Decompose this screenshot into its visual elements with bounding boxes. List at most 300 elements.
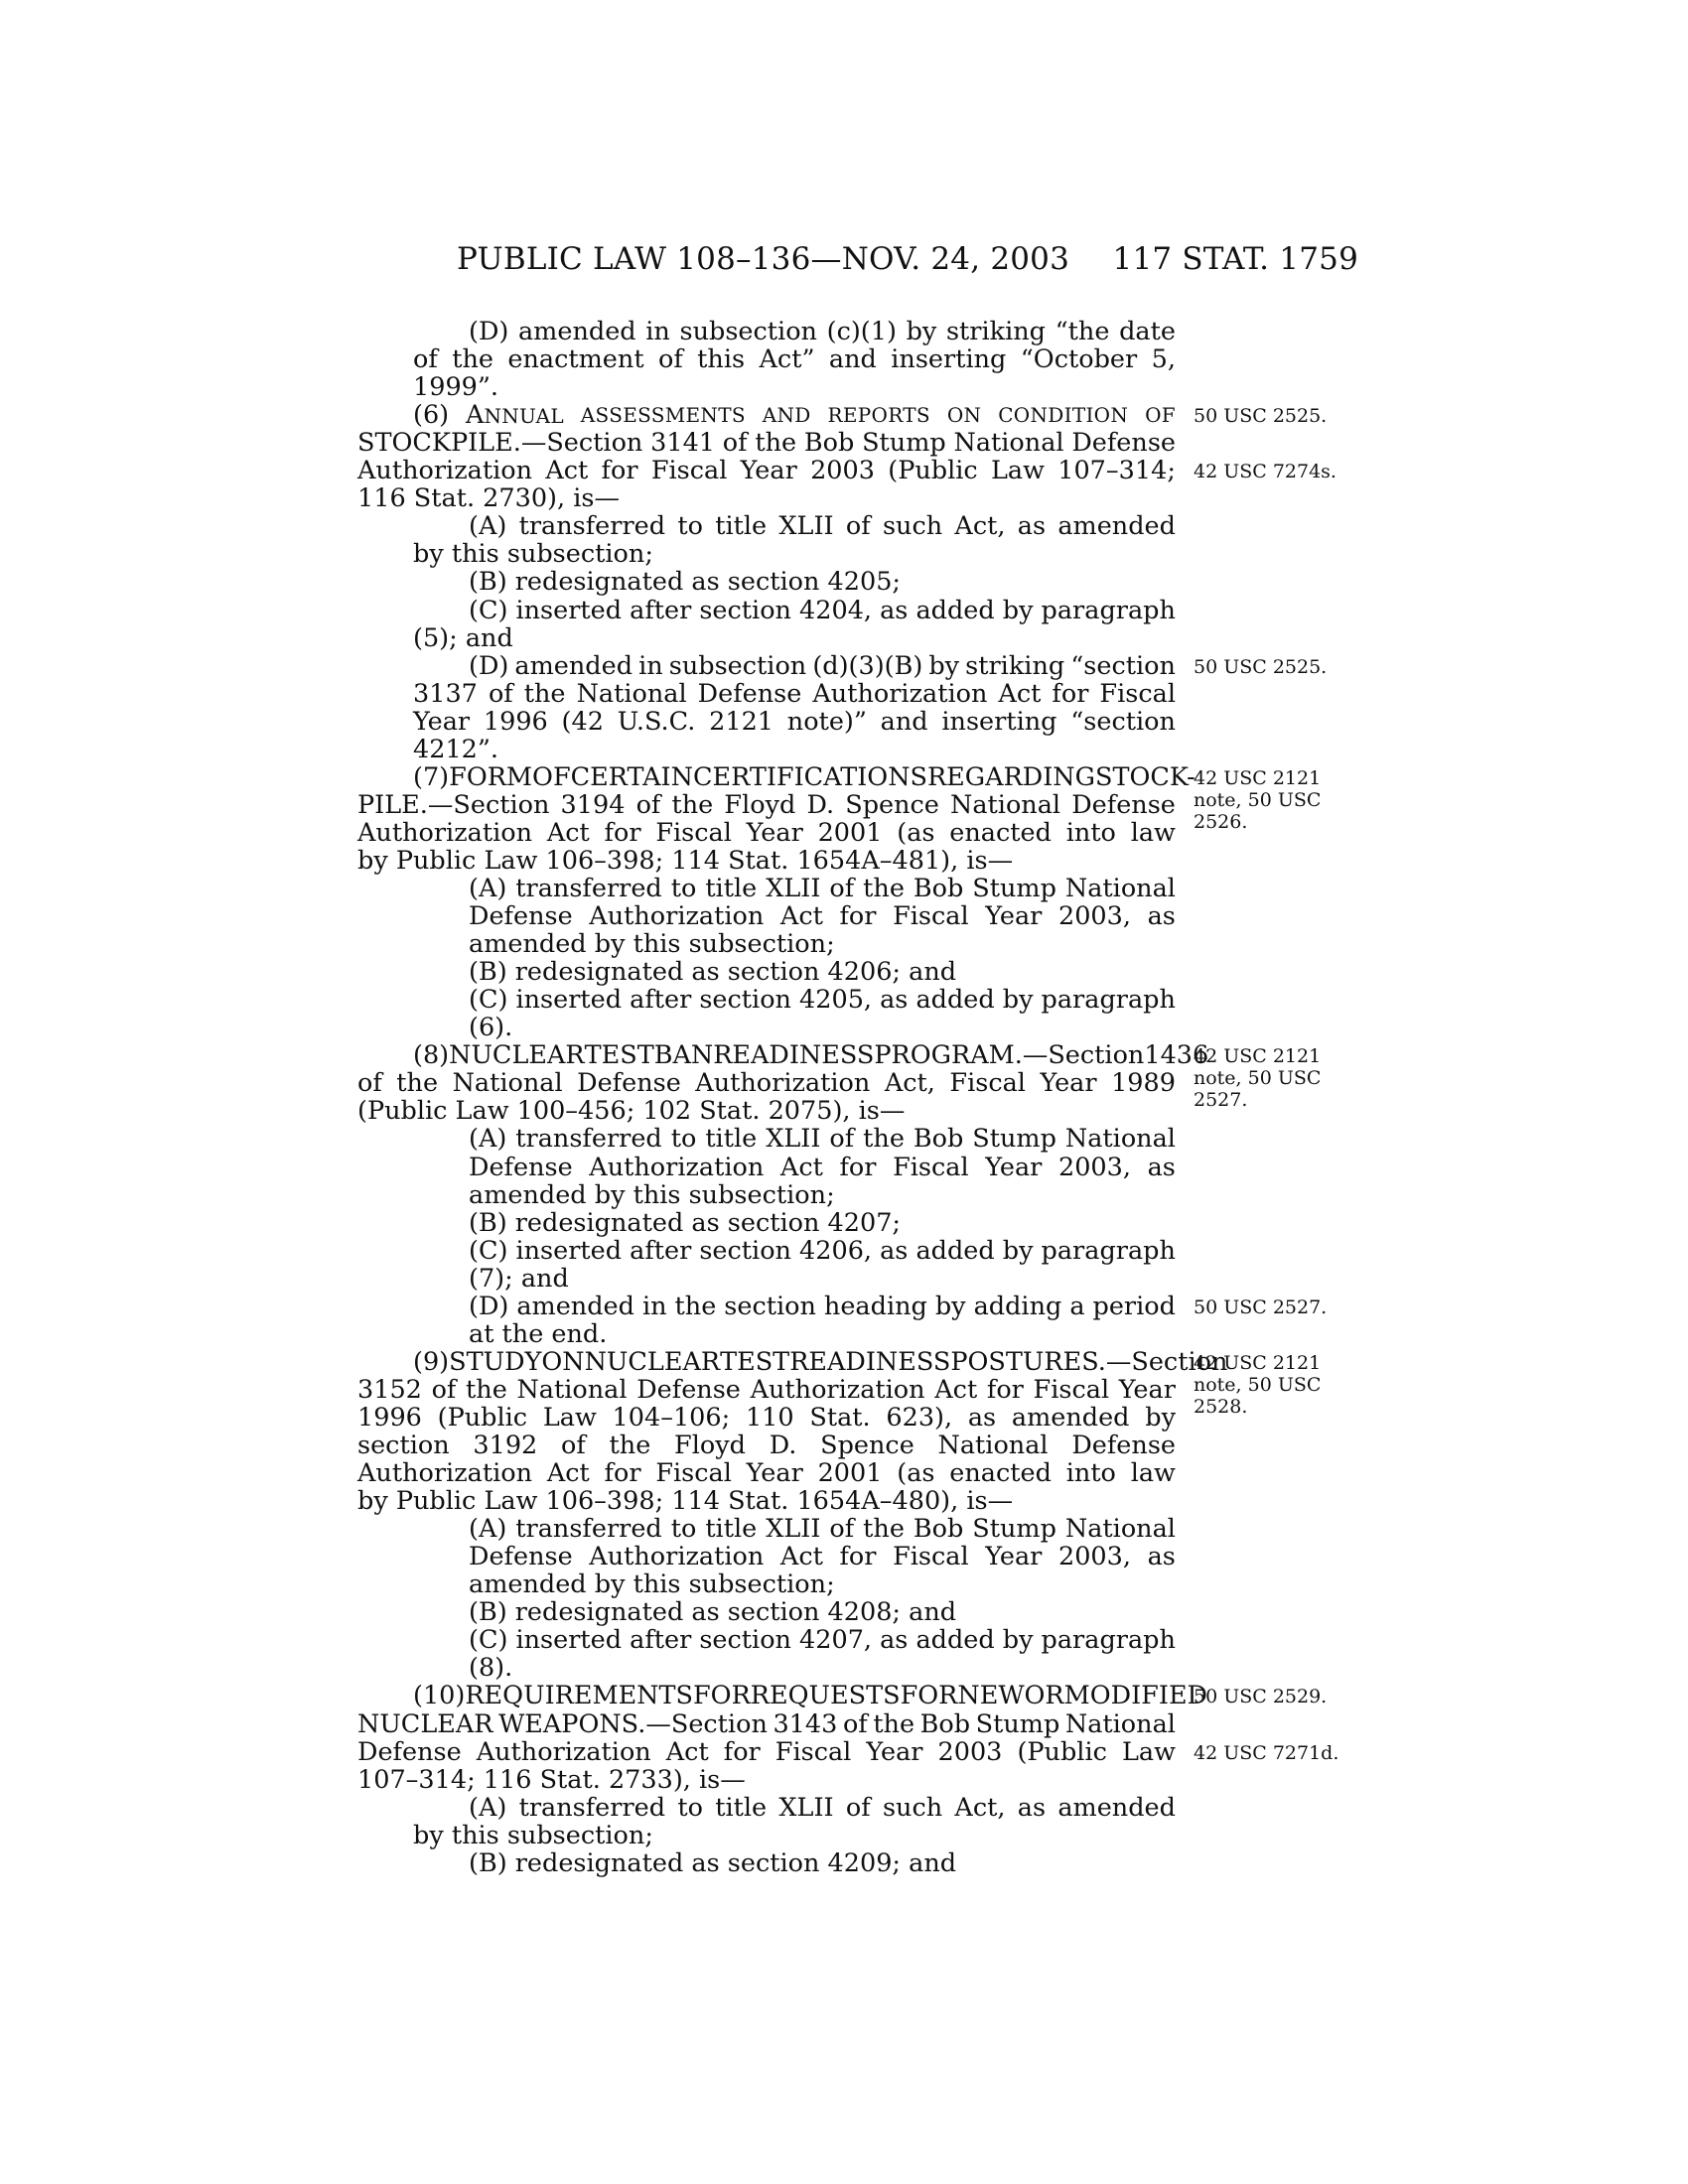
word: such (882, 511, 943, 542)
text-line (413, 401, 1176, 429)
word: the (873, 1708, 915, 1739)
word: for (604, 817, 641, 848)
word: Fiscal (655, 1458, 732, 1489)
word: Act (665, 1736, 709, 1767)
word: STOCK- (1094, 761, 1196, 792)
text-line (413, 540, 1176, 568)
word: Authorization (357, 1458, 533, 1489)
word: NNUAL (484, 404, 564, 429)
word: amended by this subsection; (469, 929, 835, 960)
word: XLII (766, 1124, 821, 1155)
word: section (699, 595, 791, 625)
word: CERTIFICATIONS (692, 761, 927, 792)
text-line (413, 736, 1176, 763)
word: (C) (469, 1625, 508, 1656)
word: 2001 (817, 817, 883, 848)
text-line (469, 1849, 1176, 1877)
word: into (1065, 1458, 1116, 1489)
word: CONDITION (998, 403, 1129, 428)
text-line (357, 484, 1176, 512)
word: Bob (913, 1124, 964, 1155)
word: enacted (949, 1458, 1052, 1489)
word: Stump (862, 428, 946, 459)
word: (C) (469, 985, 508, 1016)
word: “October (1020, 344, 1138, 375)
word: (A) (469, 1124, 507, 1155)
word: 4212”. (413, 734, 499, 764)
word: Year (985, 1152, 1043, 1182)
word: Defense (1071, 428, 1176, 459)
word: added (915, 595, 995, 625)
word: (7); and (469, 1263, 569, 1294)
word: (as (897, 1458, 935, 1489)
margin-citation: 42 USC 7274s. (1194, 461, 1336, 483)
margin-citation: 50 USC 2525. (1194, 405, 1328, 428)
margin-citation: 50 USC 2525. (1194, 655, 1328, 678)
margin-citation: 42 USC 2121 note, 50 USC 2527. (1194, 1045, 1322, 1112)
word: WEAPONS.—Section (498, 1708, 768, 1739)
word: (as (897, 817, 935, 848)
word: Act (779, 901, 823, 932)
word: note)” (786, 706, 867, 737)
word: “section (1070, 650, 1176, 681)
word: 4207, (799, 1625, 873, 1656)
word: Act, (954, 511, 1006, 542)
word: to (670, 1124, 697, 1155)
word: (7) (413, 761, 450, 792)
word: for (839, 1542, 877, 1572)
word: as (1017, 1792, 1047, 1823)
margin-citation: 50 USC 2527. (1194, 1296, 1328, 1318)
word: Law (990, 456, 1045, 486)
word: Act (779, 1152, 823, 1182)
word: after (630, 595, 692, 625)
word: of (561, 1431, 586, 1460)
word: paragraph (1041, 595, 1176, 625)
word: the (523, 678, 566, 709)
word: inserted (515, 595, 623, 625)
word: inserted (515, 1625, 623, 1656)
word: of (357, 1068, 382, 1099)
word: (B) redesignated as section 4207; (469, 1207, 902, 1238)
word: National (937, 1431, 1049, 1460)
text-line (469, 1515, 1176, 1543)
word: Year (413, 706, 471, 737)
word: (9) (413, 1346, 450, 1377)
word: the (396, 1068, 439, 1099)
word: Defense (577, 1068, 681, 1099)
word: OR (1024, 1681, 1064, 1711)
word: inserted (515, 985, 623, 1016)
word: Fiscal (1099, 678, 1176, 709)
word: Fiscal (774, 1736, 852, 1767)
word: (B) redesignated as section 4206; and (469, 957, 957, 988)
text-line (357, 1738, 1176, 1766)
text-line (469, 958, 1176, 986)
text-line (357, 847, 1176, 875)
word: of (842, 1708, 868, 1739)
word: Defense (469, 1542, 573, 1572)
text-line (357, 1376, 1176, 1404)
word: Defense (357, 1736, 462, 1767)
word: (Public (437, 1402, 528, 1433)
word: Authorization (812, 678, 988, 709)
word: 5, (1151, 344, 1176, 375)
word: NEW (957, 1681, 1025, 1711)
word: XLII (766, 874, 821, 903)
word: 2001 (817, 1458, 883, 1489)
word: D. (806, 789, 835, 820)
word: National (953, 428, 1064, 459)
word: 1996 (357, 1402, 422, 1433)
word: amended (1057, 1792, 1176, 1823)
word: Fiscal (650, 456, 728, 486)
text-line (469, 986, 1176, 1014)
word: for (1052, 678, 1089, 709)
text-line (357, 457, 1176, 484)
word: BAN (653, 1040, 714, 1071)
word: (B) redesignated as section 4205; (469, 567, 902, 598)
word: as (1147, 901, 1176, 932)
word: the (674, 1291, 717, 1321)
text-line (357, 1459, 1176, 1487)
word: Authorization (589, 1152, 765, 1182)
word: FORM (449, 761, 533, 792)
word: inserted (515, 1235, 623, 1266)
text-line (357, 791, 1176, 819)
word: 104–106; (612, 1402, 731, 1433)
word: for (723, 1736, 761, 1767)
word: Stat. (809, 1402, 871, 1433)
word: the (452, 344, 493, 375)
word: as (880, 595, 909, 625)
word: Year (746, 1458, 803, 1489)
word: the (609, 1431, 651, 1460)
word: XLII (766, 1514, 821, 1545)
word: (B) redesignated as section 4208; and (469, 1597, 957, 1628)
word: 3152 (357, 1374, 422, 1405)
word: READINESS (713, 1040, 875, 1071)
word: STUDY (449, 1346, 542, 1377)
word: Bob (913, 1514, 964, 1545)
word: Spence (845, 789, 939, 820)
text-line (469, 652, 1176, 680)
word: ON (946, 403, 982, 428)
word: for (604, 1458, 641, 1489)
text-line (357, 1097, 1176, 1125)
word: the (671, 789, 714, 820)
word: the (863, 874, 905, 903)
word: the (466, 1374, 507, 1405)
word: National (1064, 1708, 1176, 1739)
word: inserting (941, 706, 1057, 737)
word: Fiscal (655, 817, 732, 848)
word: (6) (413, 400, 450, 431)
text-line (413, 761, 1196, 792)
word: CERTAIN (570, 761, 693, 792)
word: Law (1121, 1736, 1176, 1767)
word: Fiscal (893, 1542, 969, 1572)
word: “section (1070, 706, 1176, 737)
text-line (469, 597, 1176, 624)
word: 1436 (1144, 1040, 1209, 1071)
word: Act (545, 456, 589, 486)
text-line (413, 1822, 1176, 1849)
word: (D) (469, 1291, 509, 1321)
word: Fiscal (893, 1152, 969, 1182)
text-line (469, 875, 1176, 902)
word: (D) (469, 317, 509, 346)
word: 2003, (1057, 1542, 1131, 1572)
text-line (469, 1014, 1176, 1041)
word: as (880, 1235, 909, 1266)
word: section (724, 1291, 816, 1321)
word: section (699, 1235, 791, 1266)
word: this (697, 344, 746, 375)
word: OF (532, 761, 571, 792)
text-line (469, 318, 1176, 345)
word: 2003 (810, 456, 875, 486)
word: Authorization (357, 456, 533, 486)
word: 4206, (799, 1235, 873, 1266)
word: 2121 (709, 706, 774, 737)
word: by (1002, 985, 1034, 1016)
word: added (915, 1625, 995, 1656)
text-line (413, 373, 1176, 401)
word: MODIFIED (1063, 1681, 1207, 1711)
word: as (967, 1402, 997, 1433)
word: as (1017, 511, 1047, 542)
word: and (828, 344, 877, 375)
word: Bob (913, 874, 964, 903)
word: the (863, 1124, 905, 1155)
word: 3192 (473, 1431, 538, 1460)
word: Fiscal (949, 1068, 1026, 1099)
word: as (1147, 1152, 1176, 1182)
word: law (1130, 817, 1176, 848)
word: to (670, 1514, 697, 1545)
word: the (863, 1514, 905, 1545)
word: section (699, 985, 791, 1016)
word: subsection (668, 650, 807, 681)
word: of (845, 1792, 871, 1823)
word: Year (985, 1542, 1043, 1572)
word: by this subsection; (413, 539, 653, 570)
word: transferred (515, 874, 662, 903)
word: and (880, 706, 928, 737)
word: (A) (469, 1792, 507, 1823)
word: 116 Stat. 2730), is— (357, 483, 620, 514)
margin-citation: 42 USC 2121 note, 50 USC 2528. (1194, 1351, 1322, 1418)
word: (Public (1017, 1736, 1107, 1767)
word: Year (746, 817, 803, 848)
word: of (829, 1124, 855, 1155)
word: to (677, 1792, 703, 1823)
word: paragraph (1041, 1235, 1176, 1266)
word: (d)(3)(B) (812, 650, 923, 681)
word: title (715, 1792, 768, 1823)
word: (Public (888, 456, 978, 486)
margin-citation: 50 USC 2529. (1194, 1686, 1328, 1708)
text-line (469, 902, 1176, 930)
word: transferred (518, 511, 666, 542)
word: (8). (469, 1653, 513, 1684)
word: FOR (900, 1681, 958, 1711)
word: “the (1055, 317, 1110, 346)
word: (42 (561, 706, 604, 737)
word: 2003, (1057, 901, 1131, 932)
word: Fiscal (1033, 1374, 1110, 1405)
word: Defense (469, 1152, 573, 1182)
word: 3141 (650, 428, 716, 459)
word: NUCLEAR (584, 1346, 721, 1377)
word: amended by this subsection; (469, 1179, 835, 1210)
word: law (1130, 1458, 1176, 1489)
word: for (839, 901, 877, 932)
word: Stump (972, 874, 1056, 903)
text-line (413, 624, 1176, 652)
word: to (670, 874, 697, 903)
margin-citation: 42 USC 2121 note, 50 USC 2526. (1194, 766, 1322, 833)
word: Bob (919, 1708, 971, 1739)
word: OF (1145, 403, 1176, 428)
word: amended (1057, 511, 1176, 542)
word: REPORTS (827, 403, 930, 428)
text-line (469, 1598, 1176, 1626)
word: by (934, 1291, 966, 1321)
word: by Public Law 106–398; 114 Stat. 1654A–480), is— (357, 1486, 1014, 1517)
word: of (635, 789, 661, 820)
word: Authorization (476, 1736, 651, 1767)
word: 2003, (1057, 1152, 1131, 1182)
text-line (469, 1320, 1176, 1348)
word: transferred (518, 1792, 666, 1823)
text-line (413, 1346, 1228, 1377)
word: section (357, 1431, 450, 1460)
word: section (699, 1625, 791, 1656)
word: added (915, 985, 995, 1016)
word: TEST (720, 1346, 790, 1377)
word: by this subsection; (413, 1820, 653, 1850)
text-line (469, 1626, 1176, 1654)
word: in (638, 650, 663, 681)
word: TEST (584, 1040, 654, 1071)
word: NUCLEAR (449, 1040, 585, 1071)
text-line (469, 1154, 1176, 1181)
word: of (431, 1374, 457, 1405)
word: the (755, 428, 797, 459)
word: (6). (469, 1013, 513, 1043)
text-line (413, 1040, 1209, 1071)
text-line (469, 1654, 1176, 1682)
word: striking (945, 317, 1046, 346)
text-line (469, 1237, 1176, 1265)
word: Defense (636, 1374, 741, 1405)
word: for (986, 1374, 1024, 1405)
word: Authorization (589, 901, 765, 932)
word: as (880, 985, 909, 1016)
word: 1989 (1111, 1068, 1176, 1099)
word: Year (866, 1736, 923, 1767)
word: enactment (507, 344, 644, 375)
word: XLII (778, 511, 834, 542)
text-line (413, 708, 1176, 736)
word: of (413, 344, 438, 375)
word: inserting (891, 344, 1007, 375)
word: period (1092, 1291, 1176, 1321)
word: (Public Law 100–456; 102 Stat. 2075), is— (357, 1096, 906, 1127)
word: title (705, 874, 758, 903)
word: added (915, 1235, 995, 1266)
word: (A) (469, 1514, 507, 1545)
word: Authorization (750, 1374, 925, 1405)
word: 623), (886, 1402, 953, 1433)
word: STOCKPILE.—Section (357, 428, 643, 459)
word: amended by this subsection; (469, 1570, 835, 1600)
text-line (357, 1487, 1176, 1515)
word: Bob (803, 428, 855, 459)
word: by (906, 317, 937, 346)
word: ASSESSMENTS (580, 403, 746, 428)
word: Defense (1071, 1431, 1176, 1460)
word: Act (546, 817, 590, 848)
text-line (469, 1570, 1176, 1598)
text-line (469, 1543, 1176, 1570)
word (466, 401, 564, 429)
word: PROGRAM.—Section (874, 1040, 1145, 1071)
word: Defense (697, 678, 802, 709)
text-line (469, 568, 1176, 596)
word: Act, (954, 1792, 1006, 1823)
word: Stump (975, 1708, 1060, 1739)
word: a (1069, 1291, 1085, 1321)
word: National (1064, 1124, 1176, 1155)
word: Stump (972, 1124, 1056, 1155)
word: subsection (679, 317, 817, 346)
text-line (357, 1766, 1176, 1794)
word: of (829, 874, 855, 903)
word: 1996 (483, 706, 548, 737)
word: by (1002, 1625, 1034, 1656)
word: paragraph (1041, 985, 1176, 1016)
word: 3137 (413, 678, 478, 709)
text-line (469, 930, 1176, 958)
word: by (1145, 1402, 1176, 1433)
word: Authorization (589, 1542, 765, 1572)
word: (C) (469, 595, 508, 625)
word: amended (514, 650, 633, 681)
word: Defense (1071, 789, 1176, 820)
word: Floyd (674, 1431, 746, 1460)
word: Year (1118, 1374, 1176, 1405)
word: heading (823, 1291, 927, 1321)
word: Act (546, 1458, 590, 1489)
word: in (641, 1291, 667, 1321)
word: for (839, 1152, 877, 1182)
word: REQUIREMENTS (465, 1681, 693, 1711)
word: Authorization (357, 817, 533, 848)
word: REQUESTS (750, 1681, 901, 1711)
word: 110 (745, 1402, 794, 1433)
word: 1999”. (413, 372, 499, 403)
text-line (469, 1181, 1176, 1209)
word: National (576, 678, 687, 709)
page-number: 117 STAT. 1759 (1112, 241, 1358, 277)
word: adding (973, 1291, 1062, 1321)
text-line (469, 1794, 1176, 1822)
word: as (1147, 1542, 1176, 1572)
word: Floyd (724, 789, 796, 820)
